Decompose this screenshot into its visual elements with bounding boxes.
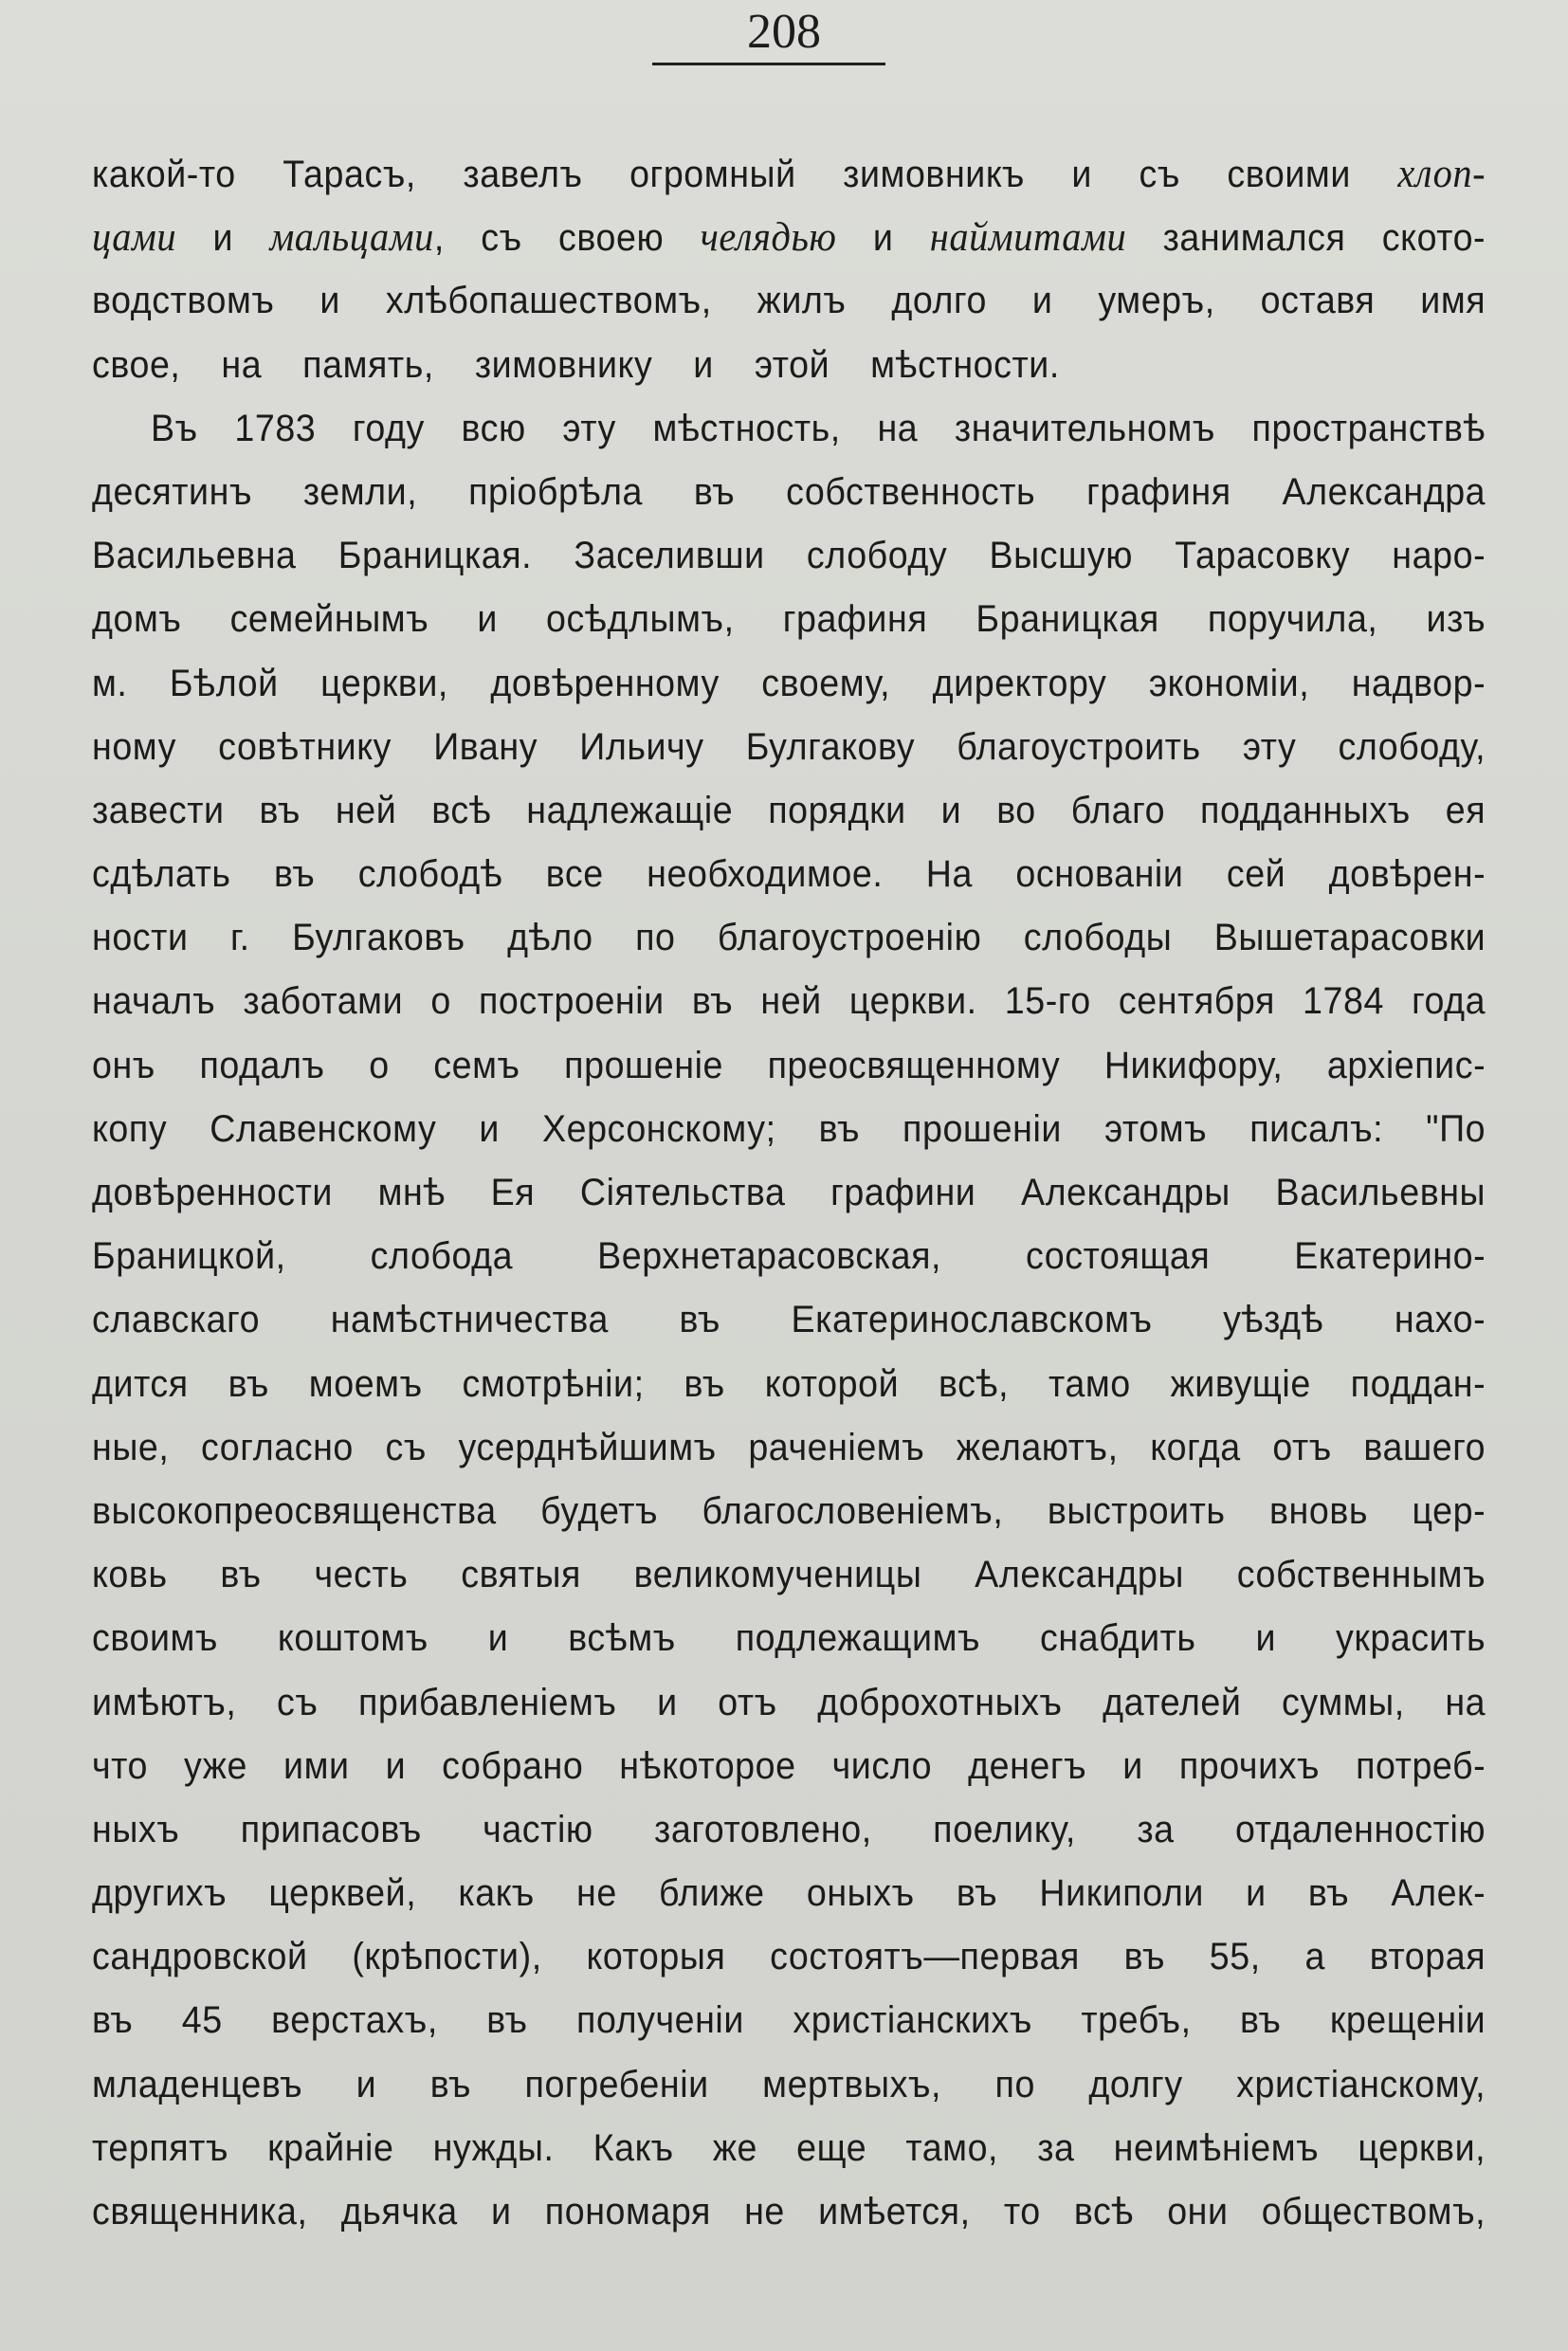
text-line <box>92 716 1486 779</box>
text-segment: ному совѣтнику Ивану Ильичу Булгакову благоустроить эту слободу, <box>92 725 1486 768</box>
text-line <box>92 1607 1486 1670</box>
text-segment: и <box>836 217 930 260</box>
text-segment: занимался ското- <box>1126 217 1486 260</box>
text-line <box>92 206 1486 269</box>
text-segment: десятинъ земли, пріобрѣла въ собственность графиня Александра <box>92 470 1486 513</box>
text-segment: водствомъ и хлѣбопашествомъ, жилъ долго и умеръ, оставя имя <box>92 280 1486 322</box>
text-line <box>92 1161 1486 1225</box>
text-segment: сандровской (крѣпости), которыя состоятъ—первая въ 55, а вторая <box>92 1936 1486 1978</box>
text-segment: что уже ими и собрано нѣкоторое число денегъ и прочихъ потреб- <box>92 1744 1486 1787</box>
text-line <box>92 588 1486 651</box>
text-line <box>92 524 1486 588</box>
text-segment: имѣютъ, съ прибавленіемъ и отъ доброхотныхъ дателей суммы, на <box>92 1681 1486 1723</box>
text-line <box>92 1225 1486 1288</box>
text-line <box>92 1034 1486 1098</box>
text-line <box>92 1543 1486 1607</box>
text-line <box>92 2117 1486 2180</box>
text-segment: , съ своею <box>433 217 701 260</box>
text-segment: Васильевна Браницкая. Заселивши слободу Высшую Тарасовку наро- <box>92 535 1486 577</box>
text-line <box>92 1925 1486 1989</box>
text-segment: славскаго намѣстничества въ Екатеринославскомъ уѣздѣ нахо- <box>92 1299 1486 1341</box>
text-line <box>92 652 1486 716</box>
text-segment: другихъ церквей, какъ не ближе оныхъ въ Никиполи и въ Алек- <box>92 1872 1486 1915</box>
text-line <box>92 1416 1486 1480</box>
text-segment: свое, на память, зимовнику и этой мѣстности. <box>92 343 1060 386</box>
text-line <box>92 1098 1486 1161</box>
text-segment: священника, дьячка и пономаря не имѣется, то всѣ они обществомъ, <box>92 2191 1486 2233</box>
italic-word: мальцами <box>269 215 434 261</box>
page-number: 208 <box>747 5 821 59</box>
text-segment: сдѣлать въ слободѣ все необходимое. На основаніи сей довѣрен- <box>92 853 1486 896</box>
text-line <box>92 906 1486 970</box>
italic-word: наймитами <box>929 215 1127 261</box>
text-segment: терпятъ крайніе нужды. Какъ же еще тамо, за неимѣніемъ церкви, <box>92 2126 1486 2169</box>
text-segment: дится въ моемъ смотрѣніи; въ которой всѣ, тамо живущіе поддан- <box>92 1362 1486 1405</box>
text-segment: началъ заботами о построеніи въ ней церкви. 15-го сентября 1784 года <box>92 980 1486 1023</box>
text-line <box>92 843 1486 906</box>
text-segment: своимъ коштомъ и всѣмъ подлежащимъ снабдить и украсить <box>92 1617 1486 1660</box>
italic-word: челядью <box>700 215 837 261</box>
text-line <box>92 779 1486 843</box>
page-number-rule <box>652 63 885 65</box>
text-segment: высокопреосвященства будетъ благословеніемъ, выстроить вновь цер- <box>92 1489 1486 1532</box>
text-line <box>92 142 1486 206</box>
text-line <box>92 1288 1486 1352</box>
text-line <box>92 1989 1486 2052</box>
text-segment: ности г. Булгаковъ дѣло по благоустроенію слободы Вышетарасовки <box>92 917 1486 959</box>
text-segment: Браницкой, слобода Верхнетарасовская, состоящая Екатерино- <box>92 1235 1486 1278</box>
text-line <box>92 1671 1486 1735</box>
text-line <box>92 2053 1486 2117</box>
text-segment: завести въ ней всѣ надлежащіе порядки и во благо подданныхъ ея <box>92 789 1486 831</box>
text-segment: младенцевъ и въ погребеніи мертвыхъ, по долгу христіанскому, <box>92 2063 1486 2105</box>
italic-word: цами <box>92 215 177 261</box>
text-line <box>92 1735 1486 1798</box>
text-line <box>92 970 1486 1033</box>
text-line <box>92 334 1486 397</box>
text-segment: ные, согласно съ усерднѣйшимъ раченіемъ желаютъ, когда отъ вашего <box>92 1426 1486 1468</box>
text-line <box>92 2180 1486 2244</box>
text-line <box>92 269 1486 333</box>
text-segment: копу Славенскому и Херсонскому; въ прошеніи этомъ писалъ: "По <box>92 1107 1486 1150</box>
text-segment: ковь въ честь святыя великомученицы Александры собственнымъ <box>92 1554 1486 1596</box>
text-segment: онъ подалъ о семъ прошеніе преосвященному Никифору, архіепис- <box>92 1044 1486 1086</box>
text-segment: въ 45 верстахъ, въ полученіи христіанскихъ требъ, въ крещеніи <box>92 1999 1486 2042</box>
body-text <box>92 142 1486 2244</box>
text-segment: и <box>176 217 270 260</box>
text-line <box>92 397 1486 461</box>
text-segment: Въ 1783 году всю эту мѣстность, на значительномъ пространствѣ <box>151 407 1486 449</box>
text-segment: ныхъ припасовъ частію заготовлено, поелику, за отдаленностію <box>92 1808 1486 1850</box>
text-line <box>92 1480 1486 1543</box>
text-line <box>92 461 1486 524</box>
italic-word: хлоп- <box>1397 152 1486 196</box>
text-segment: довѣренности мнѣ Ея Сіятельства графини Александры Васильевны <box>92 1172 1486 1213</box>
text-segment: м. Бѣлой церкви, довѣренному своему, директору экономіи, надвор- <box>92 662 1486 704</box>
text-line <box>92 1862 1486 1925</box>
text-segment: домъ семейнымъ и осѣдлымъ, графиня Браницкая поручила, изъ <box>92 598 1486 641</box>
text-line <box>92 1798 1486 1862</box>
text-line <box>92 1353 1486 1416</box>
text-segment: какой-то Тарасъ, завелъ огромный зимовникъ и съ своими <box>92 154 1398 195</box>
